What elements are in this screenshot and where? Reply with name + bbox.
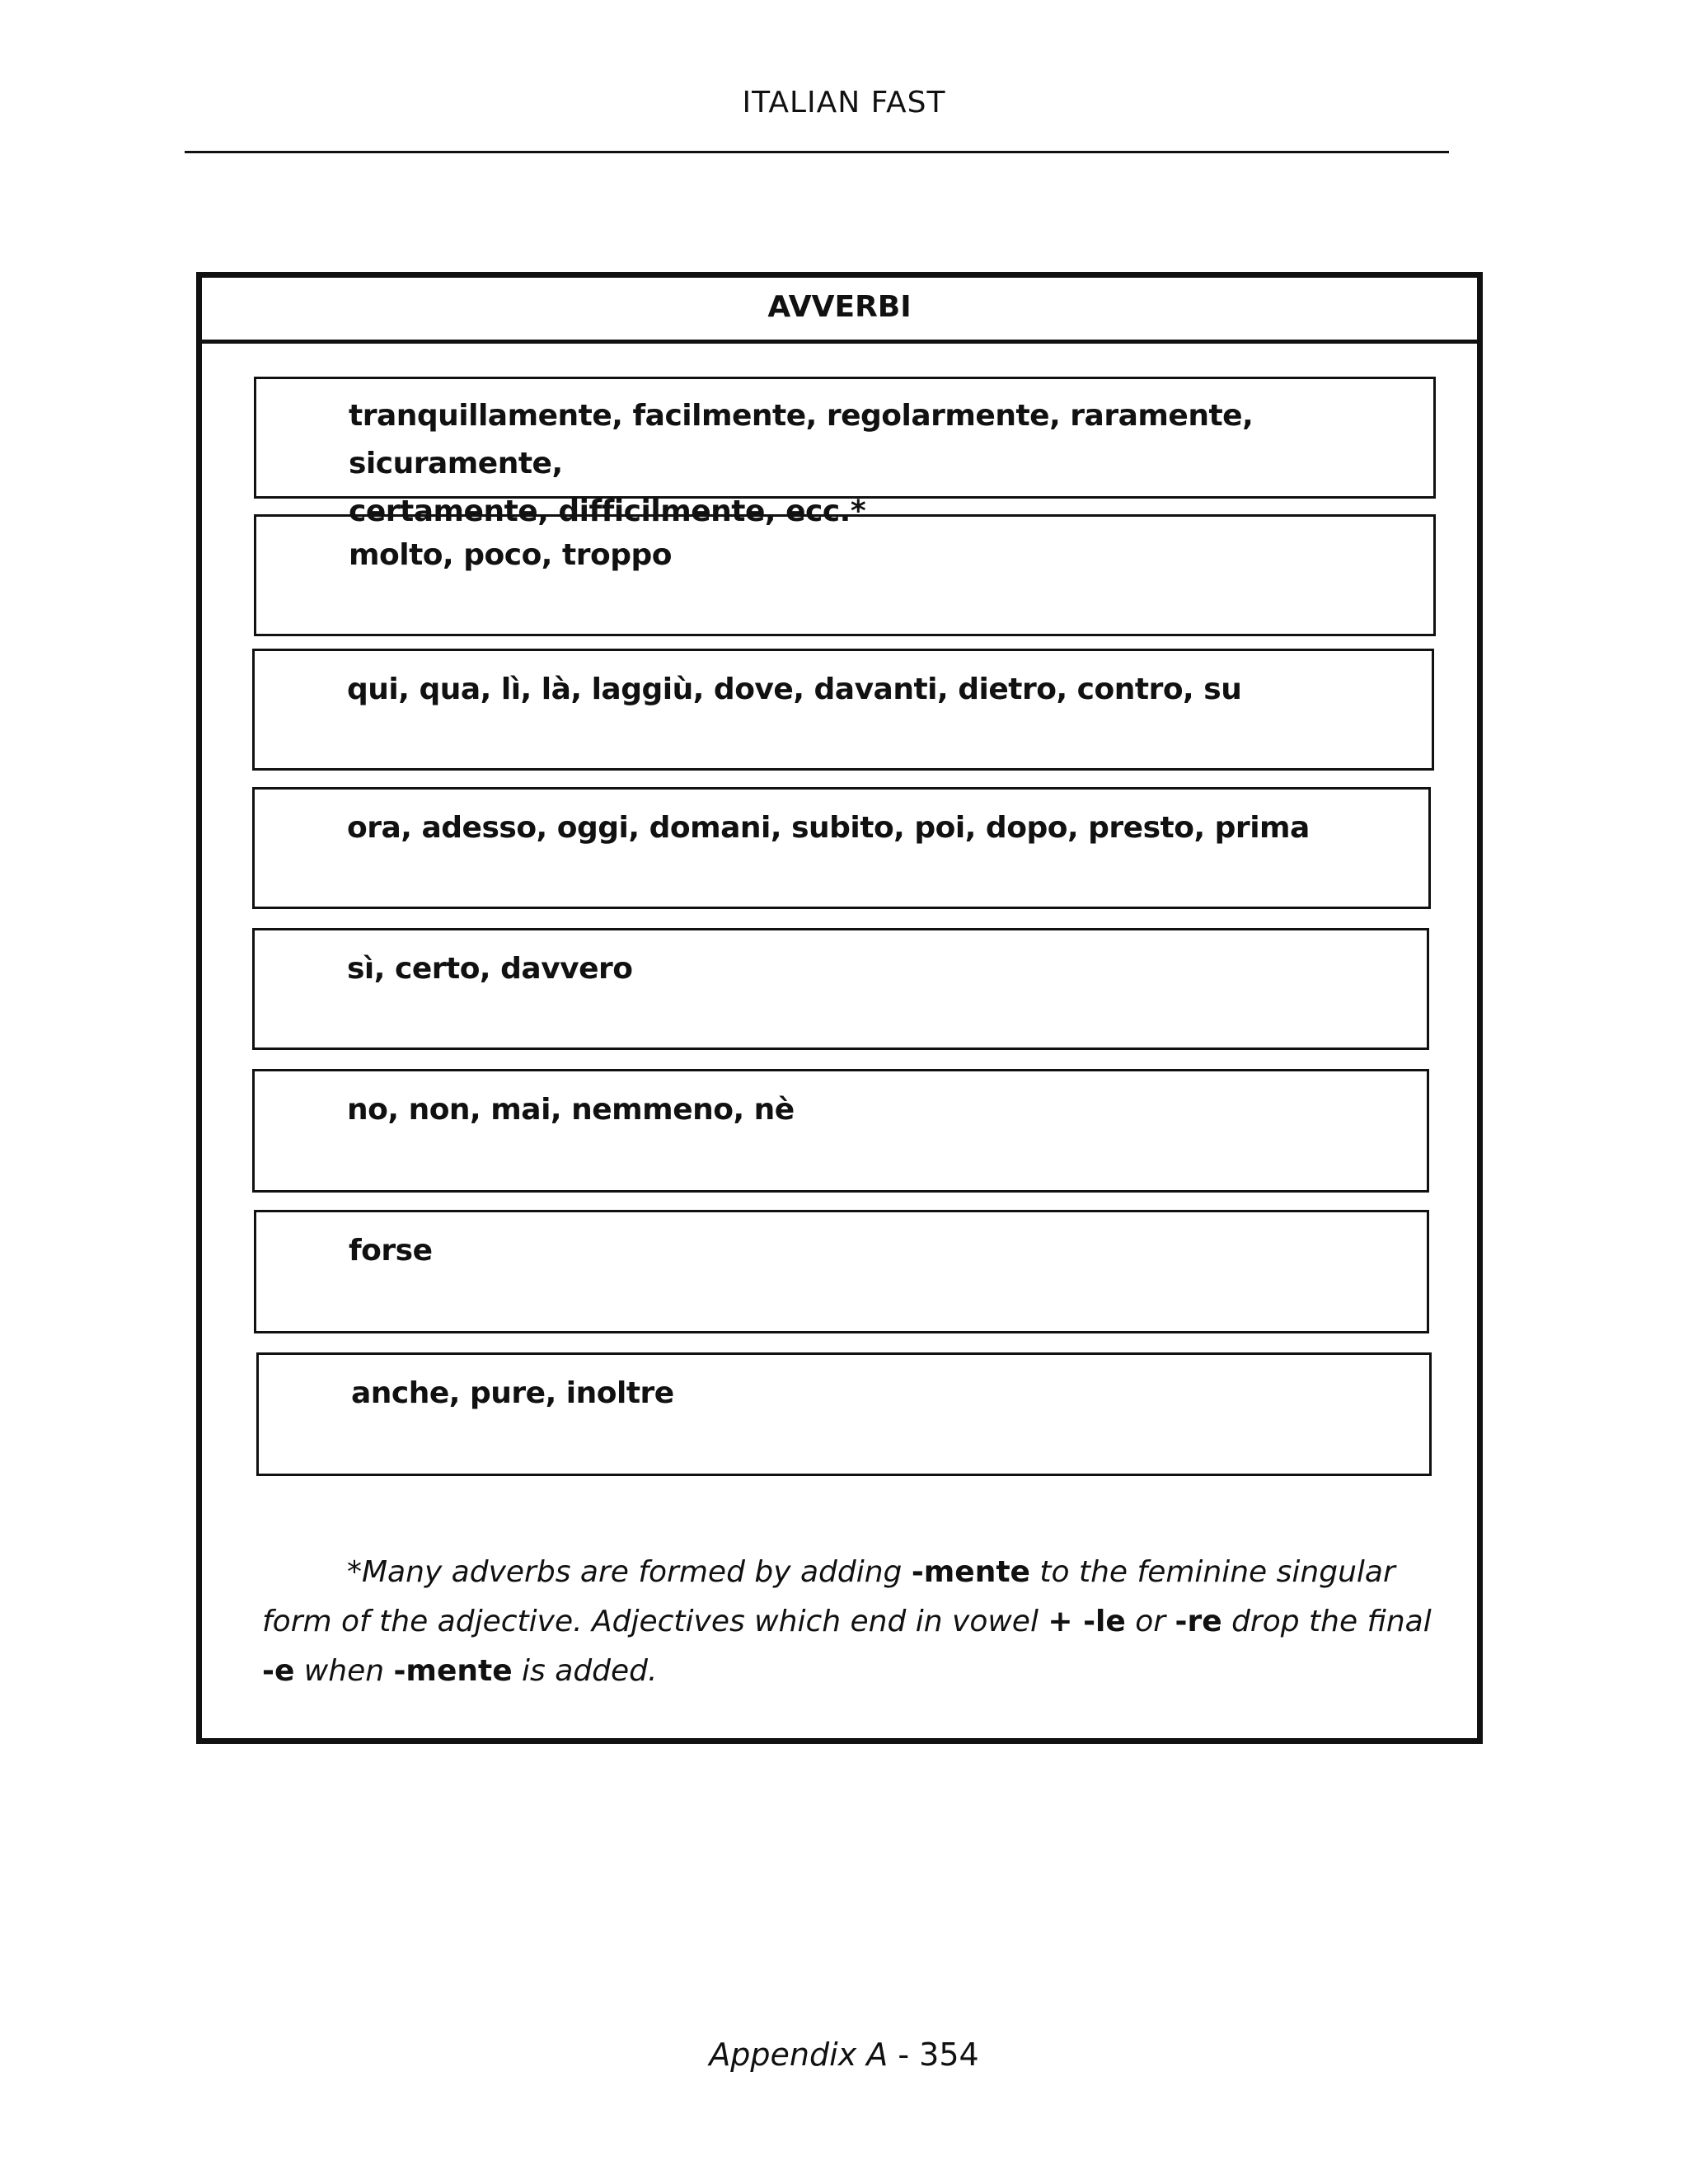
- adverb-row-negation-text: no, non, mai, nemmeno, nè: [347, 1093, 795, 1127]
- adverb-row-place: [252, 649, 1434, 771]
- adverb-row-time: [252, 787, 1431, 909]
- adverb-row-affirmation: [252, 928, 1429, 1050]
- footnote-text-5: when: [294, 1654, 394, 1688]
- adverb-row-manner-line2: certamente, difficilmente, ecc.*: [349, 494, 866, 528]
- footnote: [262, 1548, 1432, 1696]
- footnote-text-6: is added.: [512, 1654, 658, 1688]
- footnote-text-2: to the feminine singular form of the adjective. Adjectives which end in vowel: [262, 1555, 1395, 1638]
- footnote-text-3: or: [1125, 1605, 1175, 1638]
- footnote-suffix-mente-2: -mente: [393, 1654, 513, 1688]
- footnote-suffix-mente: -mente: [911, 1555, 1030, 1589]
- adverb-row-doubt-text: forse: [349, 1234, 433, 1268]
- running-head: ITALIAN FAST: [742, 86, 946, 120]
- footnote-text-1: *Many adverbs are formed by adding: [347, 1555, 912, 1589]
- adverbs-table: [196, 272, 1483, 1744]
- adverb-row-doubt: [254, 1210, 1429, 1333]
- adverb-row-manner-line1: tranquillamente, facilmente, regolarmente, raramente, sicuramente,: [349, 399, 1254, 480]
- footer-separator: -: [888, 2036, 920, 2073]
- footnote-text-4: drop the final: [1221, 1605, 1432, 1638]
- footnote-suffix-e: -e: [262, 1654, 295, 1688]
- footnote-suffix-re: -re: [1175, 1605, 1222, 1638]
- adverb-row-place-text: qui, qua, lì, là, laggiù, dove, davanti, dietro, contro, su: [347, 673, 1242, 706]
- adverb-row-addition: [256, 1352, 1432, 1476]
- adverb-row-addition-text: anche, pure, inoltre: [351, 1376, 674, 1410]
- adverb-row-quantity: [254, 514, 1436, 636]
- adverb-row-negation: [252, 1069, 1429, 1193]
- adverb-row-affirmation-text: sì, certo, davvero: [347, 952, 633, 986]
- page-footer: [0, 2034, 1688, 2075]
- page-number: 354: [919, 2036, 979, 2073]
- appendix-label: Appendix A: [709, 2036, 889, 2073]
- adverb-row-time-text: ora, adesso, oggi, domani, subito, poi, dopo, presto, prima: [347, 811, 1310, 845]
- footnote-suffix-le: + -le: [1048, 1605, 1126, 1638]
- adverb-row-manner: [254, 377, 1436, 528]
- adverb-row-quantity-text: molto, poco, troppo: [349, 538, 672, 572]
- table-title: AVVERBI: [202, 278, 1477, 344]
- header-rule: [185, 151, 1449, 153]
